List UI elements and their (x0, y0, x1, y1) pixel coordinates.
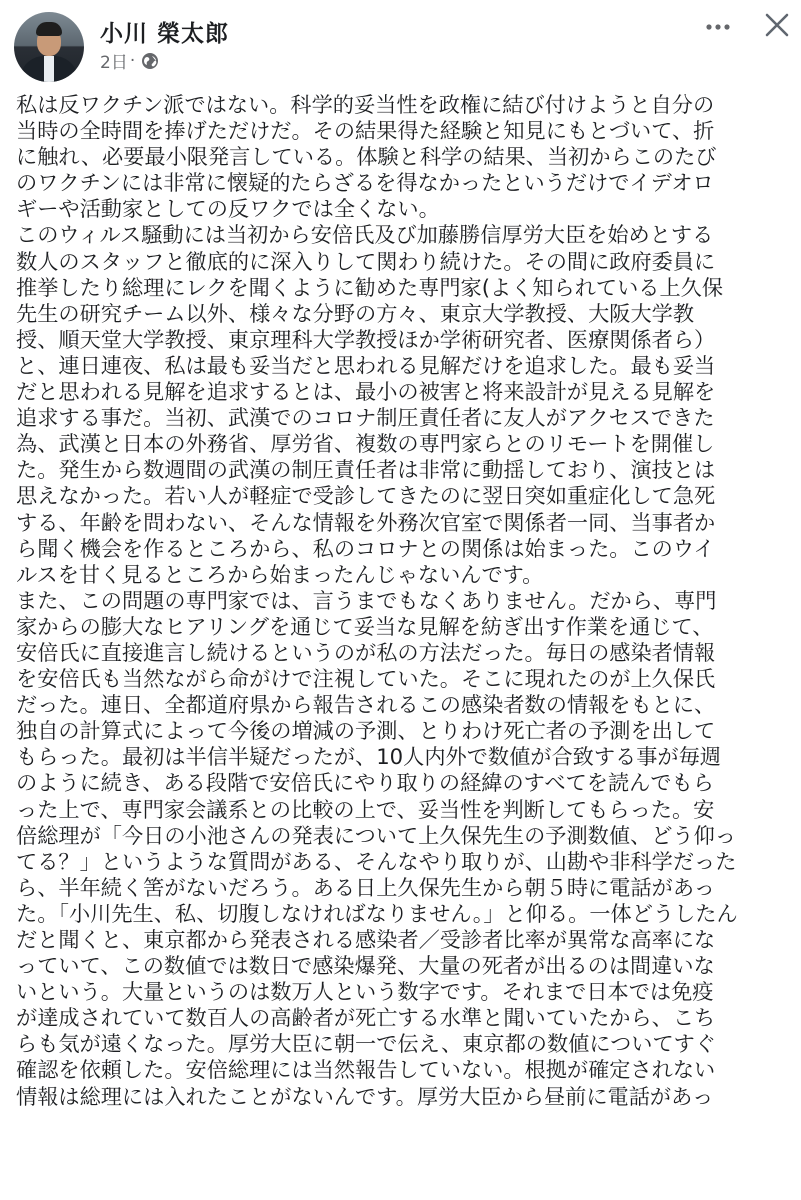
post-text-line: った上で、専門家会議系との比較の上で、妥当性を判断してもらった。安 (16, 796, 715, 822)
post-text-line: 数人のスタッフと徹底的に深入りして関わり続けた。その間に政府委員に (16, 248, 716, 274)
author-avatar[interactable] (14, 12, 84, 82)
post-text-line: だと聞くと、東京都から発表される感染者／受診者比率が異常な高率にな (16, 927, 716, 952)
post-text-line: のように続き、ある段階で安倍氏にやり取りの経緯のすべてを読んでもら (16, 770, 714, 796)
post-text-line: 思えなかった。若い人が軽症で受診してきたのに翌日突如重症化して急死 (16, 483, 716, 509)
post-text-line: このウィルス騒動には当初から安倍氏及び加藤勝信厚労大臣を始めとする (16, 222, 714, 248)
post-text-line: 先生の研究チーム以外、様々な分野の方々、東京大学教授、大阪大学教 (16, 300, 695, 326)
post-text-line: 独自の計算式によって今後の増減の予測、とりわけ死亡者の予測を出して (16, 718, 716, 744)
post-text-line: てる？」というような質問がある、そんなやり取りが、山勘や非科学だった (16, 848, 737, 874)
post-text-line: 推挙したり総理にレクを聞くように勧めた専門家(よく知られている上久保 (16, 274, 724, 300)
post-text-line: ら、半年続く筈がないだろう。ある日上久保先生から朝５時に電話があっ (16, 874, 715, 900)
close-icon[interactable] (764, 12, 790, 38)
post-text-line: に触れ、必要最小限発言している。体験と科学の結果、当初からこのたび (16, 144, 717, 170)
post-text-line: ルスを甘く見るところから始まったんじゃないんです。 (16, 561, 544, 587)
post-text-line: する、年齢を問わない、そんな情報を外務次官室で関係者一同、当事者か (16, 509, 716, 535)
post-text-line: 安倍氏に直接進言し続けるというのが私の方法だった。毎日の感染者情報 (16, 639, 716, 665)
post-text-line: 授、順天堂大学教授、東京理科大学教授ほか学術研究者、医療関係者ら） (16, 326, 716, 352)
avatar-hair (36, 22, 62, 36)
post-text-line: だった。連日、全都道府県から報告されるこの感染者数の情報をもとに、 (16, 692, 716, 718)
post-text-line: た。「小川先生、私、切腹しなければなりません。」と仰る。一体どうしたん (16, 900, 738, 926)
post-text-line: ギーや活動家としての反ワクでは全くない。 (16, 196, 440, 222)
globe-icon (141, 52, 159, 70)
post-text-line: また、この問題の専門家では、言うまでもなくありません。だから、専門 (16, 587, 717, 613)
post-text-line: だと思われる見解を追求するとは、最小の被害と将来設計が見える見解を (16, 379, 716, 405)
post-text-line: が達成されていて数百人の高齢者が死亡する水準と聞いていたから、こち (16, 1005, 716, 1031)
post-text-line: らも気が遠くなった。厚労大臣に朝一で伝え、東京都の数値についてすぐ (16, 1031, 717, 1057)
more-dots-icon[interactable] (704, 18, 732, 36)
post-text-line: と、連日連夜、私は最も妥当だと思われる見解だけを追求した。最も妥当 (16, 352, 716, 378)
post-text-line: もらった。最初は半信半疑だったが、10人内外で数値が合致する事が毎週 (16, 744, 721, 770)
post-text-line: っていて、この数値では数日で感染爆発、大量の死者が出るのは間違いな (16, 953, 715, 979)
post-body (16, 92, 790, 1110)
post-text-line: 確認を依頼した。安倍総理には当然報告していない。根拠が確定されない (16, 1057, 716, 1083)
post-text-line: 私は反ワクチン派ではない。科学的妥当性を政権に結び付けようと自分の (16, 92, 715, 117)
avatar-shirt (44, 56, 54, 82)
author-name[interactable]: 小川 榮太郎 (100, 21, 230, 47)
post-text-line: 家からの膨大なヒアリングを通じて妥当な見解を紡ぎ出す作業を通じて、 (16, 613, 714, 639)
post-text-line: た。発生から数週間の武漢の制圧責任者は非常に動揺しており、演技とは (16, 457, 716, 483)
post-timestamp[interactable]: 2日 (100, 53, 128, 73)
post-meta (100, 48, 159, 73)
post-text-line: 当時の全時間を捧げただけだ。その結果得た経験と知見にもとづいて、折 (16, 118, 715, 144)
post-text-line: 情報は総理には入れたことがないんです。厚労大臣から昼前に電話があっ (16, 1083, 714, 1109)
post-text-line: 倍総理が「今日の小池さんの発表について上久保先生の予測数値、どう仰っ (16, 822, 736, 848)
post-text-line: を安倍氏も当然ながら命がけで注視していた。そこに現れたのが上久保氏 (16, 666, 716, 692)
post-header (0, 0, 801, 88)
meta-separator: · (129, 50, 136, 71)
post-text-line: いという。大量というのは数万人という数字です。それまで日本では免疫 (16, 979, 714, 1005)
post-text-line: のワクチンには非常に懐疑的たらざるを得なかったというだけでイデオロ (16, 170, 714, 196)
post-text-line: 為、武漢と日本の外務省、厚労省、複数の専門家らとのリモートを開催し (16, 431, 715, 457)
post-text-line: 追求する事だ。当初、武漢でのコロナ制圧責任者に友人がアクセスできた (16, 405, 715, 431)
post-text-line: ら聞く機会を作るところから、私のコロナとの関係は始まった。このウイ (16, 535, 715, 561)
